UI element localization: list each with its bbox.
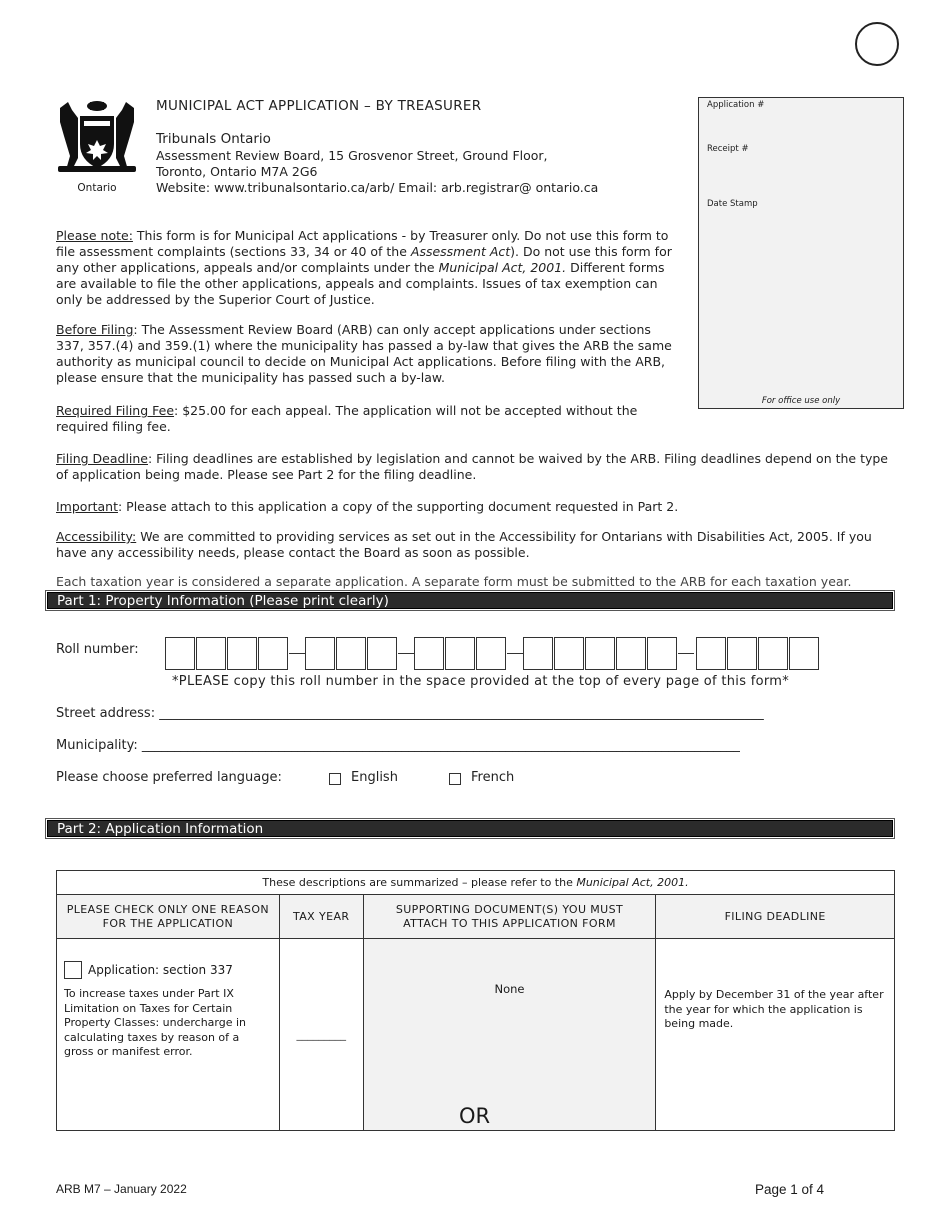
roll-digit-box[interactable] (647, 637, 677, 670)
application-table (56, 870, 895, 1131)
before-filing-paragraph: Before Filing: The Assessment Review Board (ARB) can only accept applications under sections 337, 357.(4) and 359.(1) where the municipality has passed a by-law that gives the ARB the same authority as municipal council to decide on Municipal Act applications. Before filing with the ARB, please ensure that the municipality has passed such a by-law. (56, 322, 672, 385)
roll-digit-box[interactable] (585, 637, 615, 670)
roll-separator (507, 653, 523, 654)
street-address-field[interactable]: Street address: _____________________________________________________________________________________________ (56, 706, 764, 721)
col-documents-header: SUPPORTING DOCUMENT(S) YOU MUST ATTACH TO THIS APPLICATION FORM (363, 895, 656, 939)
filing-fee-label: Required Filing Fee (56, 403, 175, 418)
french-checkbox[interactable] (449, 773, 461, 785)
filing-deadline-label: Filing Deadline (56, 451, 148, 466)
form-id: ARB M7 – January 2022 (56, 1182, 187, 1196)
address-line-1: Assessment Review Board, 15 Grosvenor Street, Ground Floor, (156, 148, 548, 163)
separate-application-note: Each taxation year is considered a separate application. A separate form must be submitted to the ARB for each taxation year. (56, 574, 852, 589)
office-use-box (698, 97, 904, 409)
roll-digit-box[interactable] (305, 637, 335, 670)
roll-digit-box[interactable] (445, 637, 475, 670)
part1-header: Part 1: Property Information (Please print clearly) (47, 592, 893, 609)
date-stamp-label: Date Stamp (707, 199, 758, 209)
roll-digit-box[interactable] (476, 637, 506, 670)
part2-header: Part 2: Application Information (47, 820, 893, 837)
roll-separator (678, 653, 694, 654)
roll-separator (398, 653, 414, 654)
roll-digit-box[interactable] (758, 637, 788, 670)
important-label: Important (56, 499, 118, 514)
col-deadline-header: FILING DEADLINE (656, 895, 895, 939)
section-337-checkbox[interactable] (64, 961, 82, 979)
filing-deadline-paragraph: Filing Deadline: Filing deadlines are established by legislation and cannot be waived by the ARB. Filing deadlines depend on the type of application being made. Please see Part 2 for the filing deadline. (56, 451, 889, 482)
logo-label: Ontario (77, 182, 117, 194)
reason-cell (57, 939, 280, 1131)
roll-digit-box[interactable] (165, 637, 195, 670)
roll-digit-box[interactable] (616, 637, 646, 670)
roll-digit-box[interactable] (414, 637, 444, 670)
form-title: MUNICIPAL ACT APPLICATION – BY TREASURER (156, 98, 482, 114)
office-use-note: For office use only (761, 396, 841, 406)
col-tax-year-header: TAX YEAR (279, 895, 363, 939)
before-filing-label: Before Filing (56, 322, 134, 337)
table-row (57, 939, 895, 1131)
or-separator: OR (459, 1104, 491, 1128)
address-line-2: Toronto, Ontario M7A 2G6 (156, 164, 318, 179)
application-number-label: Application # (707, 100, 765, 110)
english-label: English (351, 770, 398, 785)
roll-digit-box[interactable] (227, 637, 257, 670)
accessibility-paragraph: Accessibility: We are committed to providing services as set out in the Accessibility for Ontarians with Disabilities Act, 2005. If you have any accessibility needs, please contact the Board as soon as possible. (56, 529, 872, 560)
documents-cell: None (363, 939, 656, 1131)
org-name: Tribunals Ontario (156, 131, 271, 147)
tax-year-cell[interactable]: _________ (279, 939, 363, 1131)
table-caption: These descriptions are summarized – please refer to the Municipal Act, 2001. (57, 871, 895, 895)
roll-number-label: Roll number: (56, 642, 139, 657)
please-note-paragraph: Please note: This form is for Municipal Act applications - by Treasurer only. Do not use this form to file assessment complaints (sections 33, 34 or 40 of the Assessment Act). Do not use this form for any other applications, appeals and/or complaints under the Municipal Act, 2001. Different forms are available to file the other applications, appeals and complaints. Issues of tax exemption can only be addressed by the Superior Court of Justice. (56, 228, 672, 307)
roll-number-note: *PLEASE copy this roll number in the space provided at the top of every page of this form* (172, 674, 790, 689)
roll-digit-box[interactable] (554, 637, 584, 670)
english-checkbox[interactable] (329, 773, 341, 785)
filing-fee-paragraph: Required Filing Fee: $25.00 for each appeal. The application will not be accepted without the required filing fee. (56, 403, 638, 434)
important-paragraph: Important: Please attach to this application a copy of the supporting document requested in Part 2. (56, 499, 679, 514)
ontario-logo (56, 96, 138, 196)
roll-digit-box[interactable] (336, 637, 366, 670)
accessibility-label: Accessibility: (56, 529, 137, 544)
corner-circle (855, 22, 899, 66)
page-number: Page 1 of 4 (755, 1182, 825, 1197)
roll-digit-box[interactable] (696, 637, 726, 670)
roll-digit-box[interactable] (258, 637, 288, 670)
website-email: Website: www.tribunalsontario.ca/arb/ Email: arb.registrar@ ontario.ca (156, 180, 599, 195)
section-337-label: Application: section 337 (88, 963, 233, 977)
section-337-description: To increase taxes under Part IX Limitation on Taxes for Certain Property Classes: undercharge in calculating taxes by reason of a gross or manifest error. (64, 987, 247, 1058)
roll-digit-box[interactable] (727, 637, 757, 670)
application-number-field[interactable] (699, 98, 903, 143)
french-label: French (471, 770, 515, 785)
roll-digit-box[interactable] (789, 637, 819, 670)
roll-digit-box[interactable] (196, 637, 226, 670)
receipt-number-field[interactable] (699, 142, 903, 198)
receipt-number-label: Receipt # (707, 144, 749, 154)
col-reason-header: PLEASE CHECK ONLY ONE REASON FOR THE APPLICATION (57, 895, 280, 939)
roll-digit-box[interactable] (523, 637, 553, 670)
language-label: Please choose preferred language: (56, 770, 282, 785)
please-note-label: Please note: (56, 228, 133, 243)
deadline-cell: Apply by December 31 of the year after the year for which the application is being made. (656, 939, 895, 1131)
roll-separator (289, 653, 305, 654)
municipality-field[interactable]: Municipality: ____________________________________________________________________________________________ (56, 738, 740, 753)
date-stamp-field[interactable] (699, 197, 903, 408)
roll-digit-box[interactable] (367, 637, 397, 670)
